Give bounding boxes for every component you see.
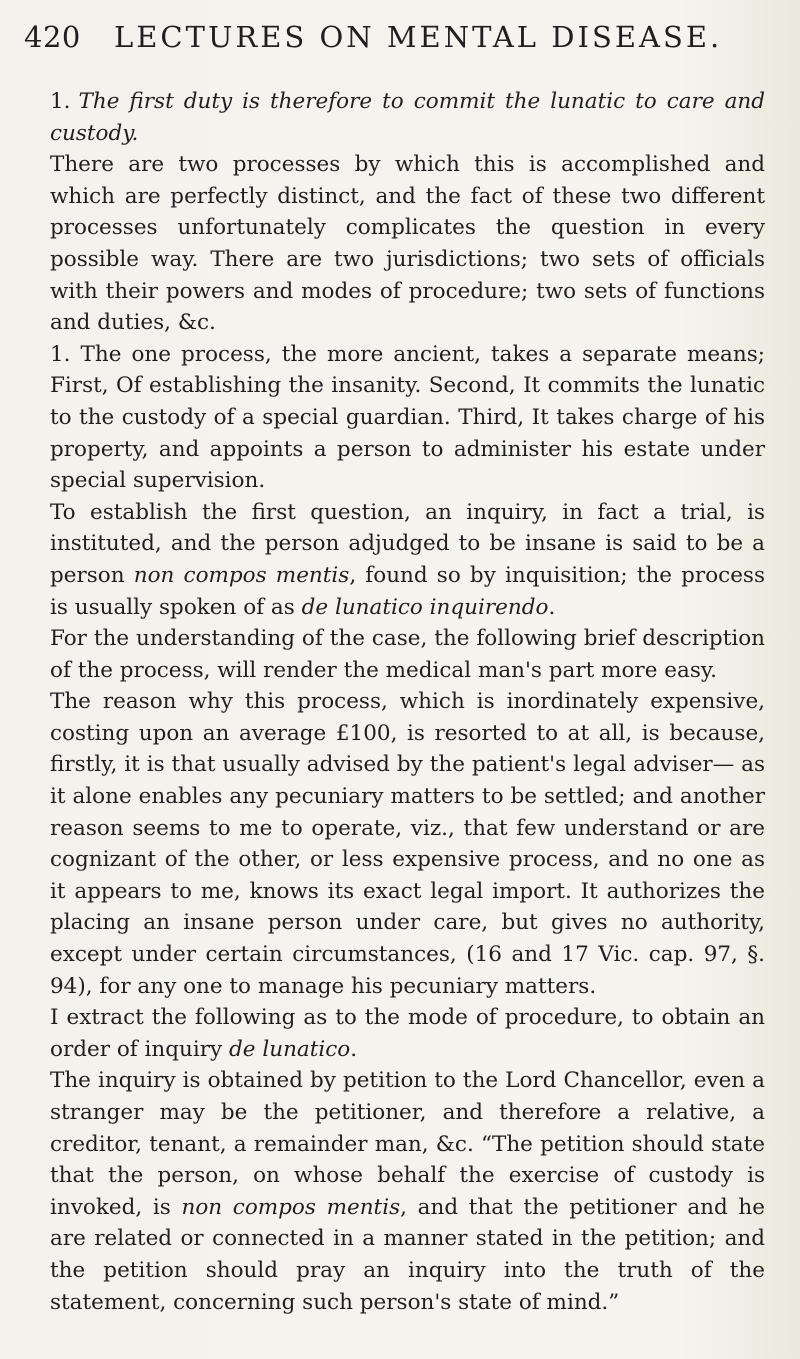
paragraph-understanding: For the understanding of the case, the following brief description of the process, will render the medical man's part more easy. — [50, 626, 765, 683]
paragraph-two-processes: There are two processes by which this is accomplished and which are perfectly distinct, and the fact of these two different processes unfortunately complicates the question in every possible way. There are two jurisdictions; two sets of officials with their powers and modes of procedure; two sets of functions and duties, &c. — [50, 152, 765, 336]
paragraph-ancient-process: 1. The one process, the more ancient, takes a separate means; First, Of establishing the insanity. Second, It commits the lunatic to the custody of a special guardian. Third, It takes charge of his property, and appoints a person to administer his estate under special supervision. — [50, 341, 765, 494]
latin-phrase: de lunatico inquirendo — [301, 594, 549, 620]
paragraph-establish-question — [50, 497, 765, 623]
page-number: 420 — [24, 20, 81, 54]
section-heading-text: The first duty is therefore to commit the lunatic to care and custody. — [50, 89, 765, 146]
section-heading-paragraph — [50, 86, 765, 149]
paragraph-text: , and that the petitioner and he are related or connected in a manner stated in the petition; and the petition should pray an inquiry into the truth of the statement, concerning such person's state of mind.” — [50, 1194, 766, 1315]
latin-phrase: non compos mentis — [133, 562, 350, 588]
paragraph-extract — [50, 1002, 765, 1065]
page-header — [24, 18, 754, 62]
running-head: LECTURES ON MENTAL DISEASE. — [114, 20, 723, 54]
paragraph-text: . — [350, 1036, 358, 1062]
paragraph-petition — [50, 1065, 765, 1318]
paragraph-text: The inquiry is obtained by petition to the Lord Chancellor, even a stranger may be the petitioner, and therefore a relative, a creditor, tenant, a remainder man, &c. “The petition should state that the person, on whose behalf the exercise of custody is invoked, is — [50, 1068, 765, 1220]
paragraph-text: I extract the following as to the mode of procedure, to obtain an order of inquiry — [50, 1005, 765, 1062]
paragraph-text: , found so by inquisition; the process is usually spoken of as — [50, 562, 765, 620]
latin-phrase: non compos mentis — [181, 1194, 401, 1220]
paragraph-text: . — [548, 594, 556, 620]
latin-phrase: de lunatico — [229, 1036, 351, 1062]
section-number: 1. — [50, 89, 71, 114]
page-body — [50, 86, 765, 1318]
paragraph-reason: The reason why this process, which is inordinately expensive, costing upon an average £100, is resorted to at all, is because, firstly, it is that usually advised by the patient's legal adviser— as it alone enables any pecuniary matters to be settled; and another reason seems to me to operate, viz., that few understand or are cognizant of the other, or less expensive process, and no one as it appears to me, knows its exact legal import. It authorizes the placing an insane person under care, but gives no authority, except under certain circumstances, (16 and 17 Vic. cap. 97, §. 94), for any one to manage his pecuniary matters. — [50, 689, 765, 999]
paragraph-text: To establish the first question, an inquiry, in fact a trial, is instituted, and the person adjudged to be insane is said to be a person — [50, 499, 765, 588]
